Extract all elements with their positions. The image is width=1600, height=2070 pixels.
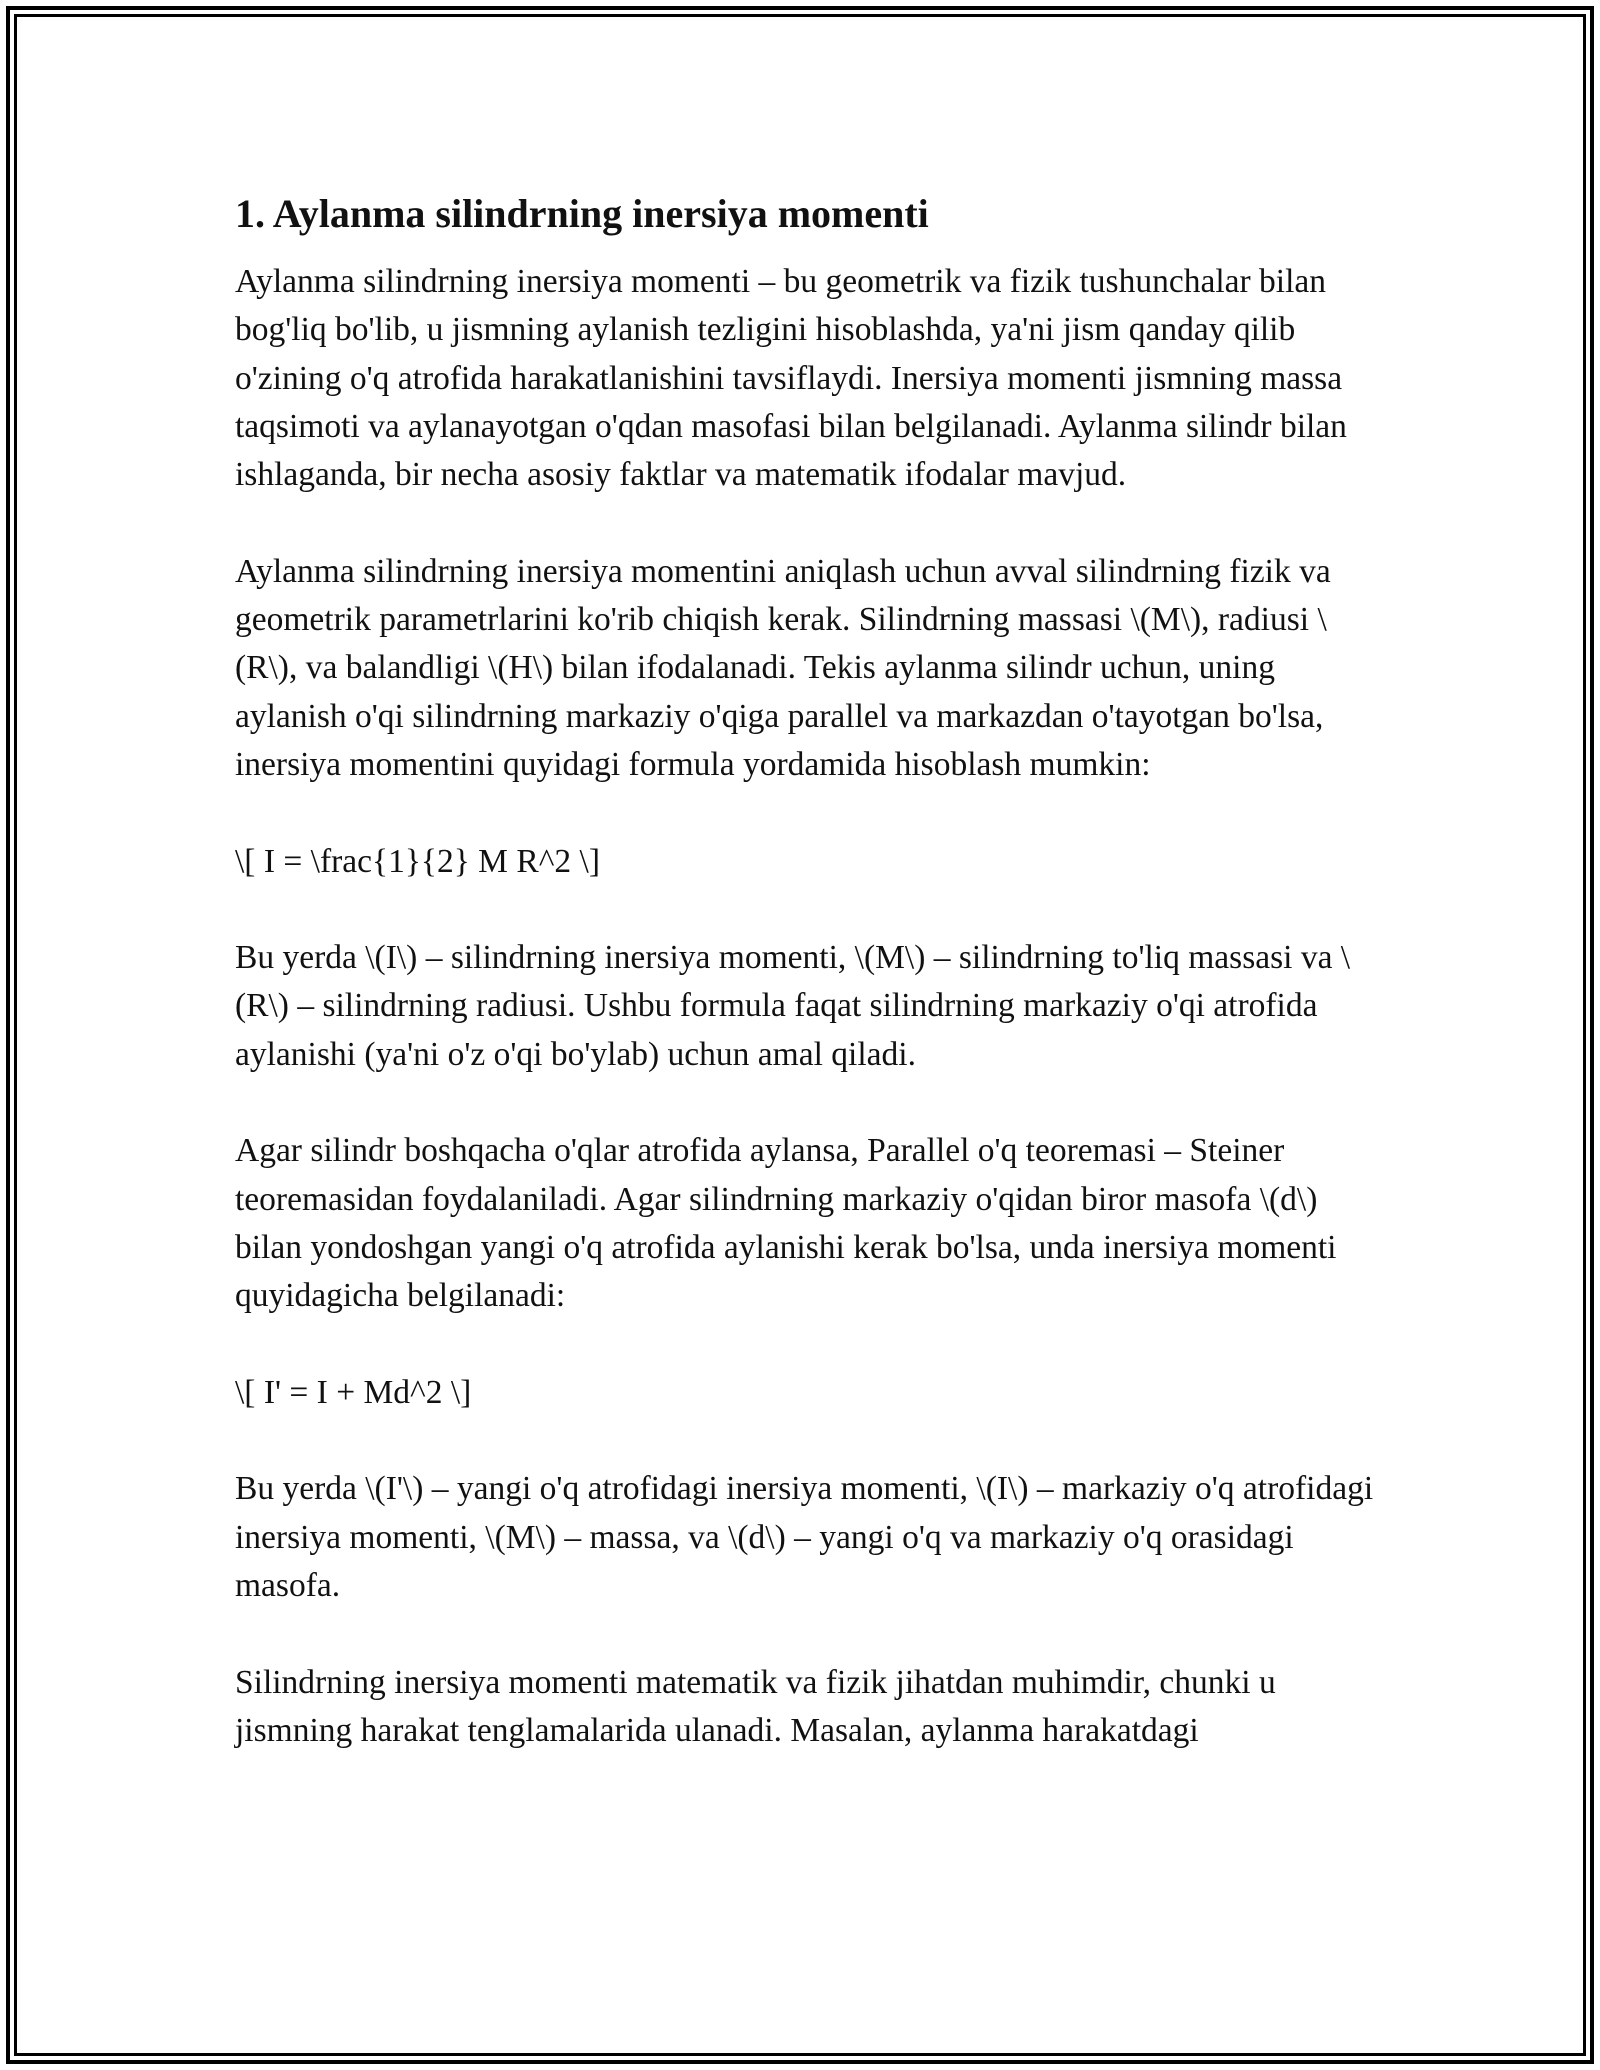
- formula-parallel-axis: \[ I' = I + Md^2 \]: [235, 1373, 472, 1411]
- paragraph-parameters: Aylanma silindrning inersiya momentini aniqlash uchun avval silindrning fizik va geometrik parametrlarini ko'rib chiqish kerak. Silindrning massasi \(M\), radiusi \(R\), va balandligi \(H\) bilan ifodalanadi. Tekis aylanma silindr uchun, uning aylanish o'qi silindrning markaziy o'qiga parallel va markazdan o'tayotgan bo'lsa, inersiya momentini quyidagi formula yordamida hisoblash mumkin:: [235, 552, 1331, 783]
- paragraph-variables: Bu yerda \(I\) – silindrning inersiya momenti, \(M\) – silindrning to'liq massasi va \(R\) – silindrning radiusi. Ushbu formula faqat silindrning markaziy o'qi atrofida aylanishi (ya'ni o'z o'qi bo'ylab) uchun amal qiladi.: [235, 939, 1351, 1073]
- document-body: [235, 180, 1385, 1755]
- paragraph-intro: Aylanma silindrning inersiya momenti – bu geometrik va fizik tushunchalar bilan bog'liq bo'lib, u jismning aylanish tezligini hisoblashda, ya'ni jism qanday qilib o'zining o'q atrofida harakatlanishini tavsiflaydi. Inersiya momenti jismning massa taqsimoti va aylanayotgan o'qdan masofasi bilan belgilanadi. Aylanma silindr bilan ishlaganda, bir necha asosiy faktlar va matematik ifodalar mavjud.: [235, 263, 1347, 494]
- formula-central-axis: \[ I = \frac{1}{2} M R^2 \]: [235, 842, 600, 880]
- section-heading: 1. Aylanma silindrning inersiya momenti: [235, 191, 929, 236]
- paragraph-steiner: Agar silindr boshqacha o'qlar atrofida aylansa, Parallel o'q teoremasi – Steiner teoremasidan foydalaniladi. Agar silindrning markaziy o'qidan biror masofa \(d\) bilan yondoshgan yangi o'q atrofida aylanishi kerak bo'lsa, unda inersiya momenti quyidagicha belgilanadi:: [235, 1132, 1337, 1315]
- paragraph-parallel-variables: Bu yerda \(I'\) – yangi o'q atrofidagi inersiya momenti, \(I\) – markaziy o'q atrofidagi inersiya momenti, \(M\) – massa, va \(d\) – yangi o'q va markaziy o'q orasidagi masofa.: [235, 1470, 1374, 1605]
- paragraph-importance: Silindrning inersiya momenti matematik va fizik jihatdan muhimdir, chunki u jismning harakat tenglamalarida ulanadi. Masalan, aylanma harakatdagi: [235, 1663, 1276, 1749]
